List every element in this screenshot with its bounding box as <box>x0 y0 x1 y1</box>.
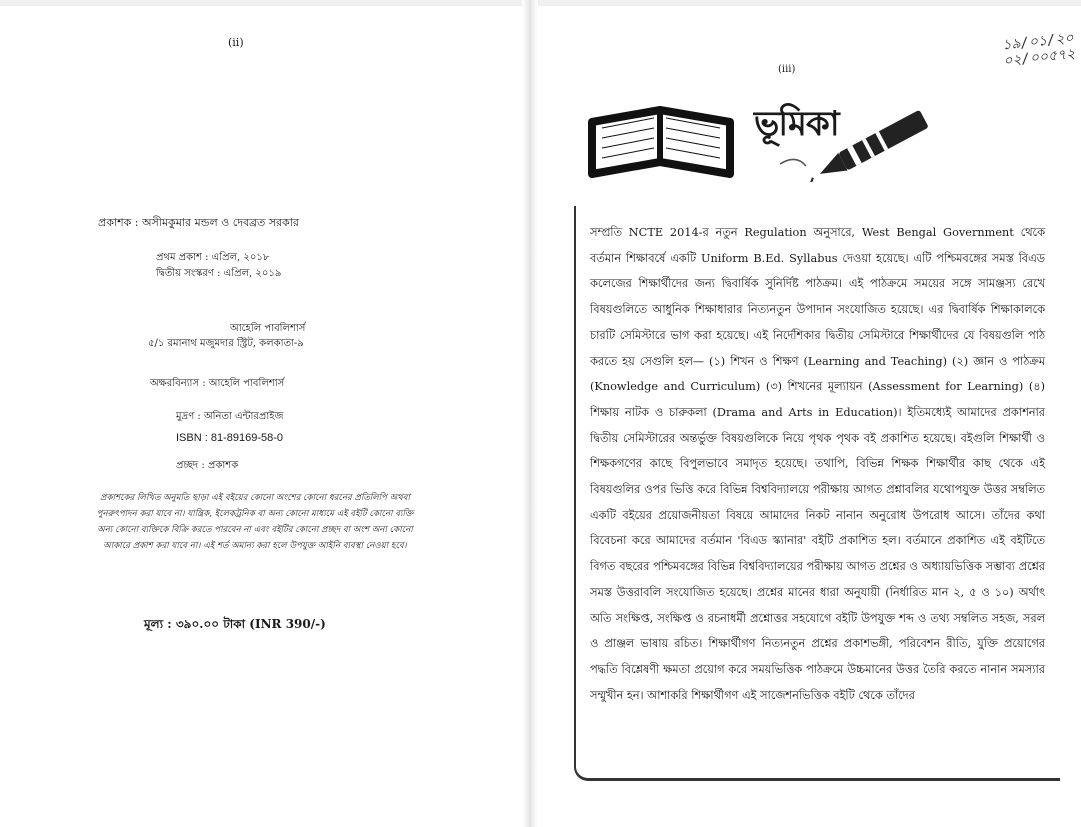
right-page-number: (iii) <box>778 64 796 75</box>
publisher-name: আহেলি পাবলিশার্স <box>230 323 306 334</box>
cover-credit: প্রচ্ছদ : প্রকাশক <box>176 460 239 471</box>
first-edition: প্রথম প্রকাশ : এপ্রিল, ২০১৮ <box>156 252 270 263</box>
left-page-number: (ii) <box>228 36 244 49</box>
publisher-line: প্রকাশক : অসীমকুমার মন্ডল ও দেবব্রত সরকার <box>98 216 299 229</box>
copyright-notice: প্রকাশকের লিখিত অনুমতি ছাড়া এই বইয়ের কোনো অংশের কোনো ধরনের প্রতিলিপি অথবা পুনরুৎপাদন করা যাবে না। যান্ত্রিক, ইলেকট্রনিক বা অন্য কোনো মাধ্যমে এই বইটি কোনো ব্যক্তি অন্য কোনো ব্যক্তিকে বিক্রি করতে পারবেন না এবং বইটির কোনো প্রচ্ছদ বা অংশ অন্য কোনো আকারে প্রকাশ করা যাবে না। এই শর্ত অমান্য করা হলে উপযুক্ত আইনি ব্যবস্থা নেওয়া হবে। <box>96 493 414 551</box>
publisher-address: ৫/১ রমানাথ মজুমদার স্ট্রিট, কলকাতা-৯ <box>148 338 304 349</box>
right-page-preface <box>530 0 1081 827</box>
typesetting-credit: অক্ষরবিন্যাস : আহেলি পাবলিশার্স <box>150 378 285 389</box>
second-edition: দ্বিতীয় সংস্করণ : এপ্রিল, ২০১৯ <box>156 268 282 279</box>
handwritten-note: ১৯/০১/২০ ০২/০০৫৭২ <box>1001 30 1077 70</box>
preface-heading: ভূমিকা <box>754 104 839 144</box>
isbn: ISBN : 81-89169-58-0 <box>176 432 284 444</box>
price: মূল্য : ৩৯০.০০ টাকা (INR 390/-) <box>144 617 326 631</box>
flourish <box>780 159 806 166</box>
open-book-icon <box>592 110 730 174</box>
printer-credit: মুদ্রণ : অনিতা এন্টারপ্রাইজ <box>176 411 284 422</box>
left-page-imprint <box>0 0 530 827</box>
preface-body: সম্প্রতি NCTE 2014-র নতুন Regulation অনুসারে, West Bengal Government থেকে বর্তমান শিক্ষাবর্ষে একটি Uniform B.Ed. Syllabus দেওয়া হয়েছে। এটি পশ্চিমবঙ্গের সমস্ত বিএড কলেজের শিক্ষার্থীদের জন্য দ্বিবার্ষিক সুনির্দিষ্ট পাঠক্রম। এই পাঠক্রমে সময়ের সঙ্গে সামঞ্জস্য রেখে বিষয়গুলিতে আধুনিক শিক্ষাধারার নিত্যনতুন উপাদান সংযোজিত হয়েছে। এর দ্বিবার্ষিক শিক্ষাকালকে চারটি সেমিস্টারে ভাগ করা হয়েছে। এই নির্দেশিকার দ্বিতীয় সেমিস্টারে শিক্ষার্থীদের যে বিষয়গুলি পাঠ করতে হয় সেগুলি হল— (১) শিখন ও শিক্ষণ (Learning and Teaching) (২) জ্ঞান ও পাঠক্রম (Knowledge and Curriculum) (৩) শিখনের মূল্যায়ন (Assessment for Learning) (৪) শিক্ষায় নাটক ও চারুকলা (Drama and Arts in Education)। ইতিমধ্যেই আমাদের প্রকাশনার দ্বিতীয় সেমিস্টারের অন্তর্ভুক্ত বিষয়গুলিকে নিয়ে পৃথক পৃথক বই প্রকাশিত হয়েছে। বইগুলি শিক্ষার্থী ও শিক্ষকগণের কাছে বিপুলভাবে সমাদৃত হয়েছে। তথাপি, বিভিন্ন শিক্ষক শিক্ষার্থীর কাছ থেকে এই বিষয়গুলির ওপর ভিত্তি করে বিভিন্ন বিশ্ববিদ্যালয়ে পরীক্ষায় আগত প্রশ্নাবলির যথোপযুক্ত উত্তর সম্বলিত একটি বইয়ের প্রয়োজনীয়তা বিষয়ে আমাদের নিকট নানান অনুরোধ উপরোধ আসে। তাঁদের কথা বিবেচনা করে আমাদের বর্তমান 'বিএড স্ক্যানার' বইটি প্রকাশিত হল। বর্তমানে প্রকাশিত এই বইটিতে বিগত বছরের পশ্চিমবঙ্গের বিভিন্ন বিশ্ববিদ্যালয়ের পরীক্ষায় আগত প্রশ্নের ও অধ্যায়ভিত্তিক সম্ভাব্য প্রশ্নের সমস্ত উত্তরাবলি সংযোজিত হয়েছে। প্রশ্নের মানের ধারা অনুযায়ী (নির্ধারিত মান ২, ৫ ও ১০) অর্থাৎ অতি সংক্ষিপ্ত, সংক্ষিপ্ত ও রচনাধর্মী প্রশ্নোত্তর সহযোগে বইটি উপযুক্ত শব্দ ও তথ্য সম্বলিত সহজ, সরল ও প্রাঞ্জল ভাষায় রচিত। শিক্ষার্থীগণ নিত্যনতুন প্রশ্নের প্রকাশভঙ্গী, পরিবেশন রীতি, যুক্তি প্রয়োগের পদ্ধতি বিশ্লেষণী ক্ষমতা প্রয়োগ করে সময়ভিত্তিক পাঠক্রমে উচ্চমানের উত্তর তৈরি করতে নানান সমস্যার সম্মুখীন হন। আশাকরি শিক্ষার্থীগণ এই সাজেশনভিত্তিক বইটি থেকে তাঁদের <box>590 226 1045 702</box>
